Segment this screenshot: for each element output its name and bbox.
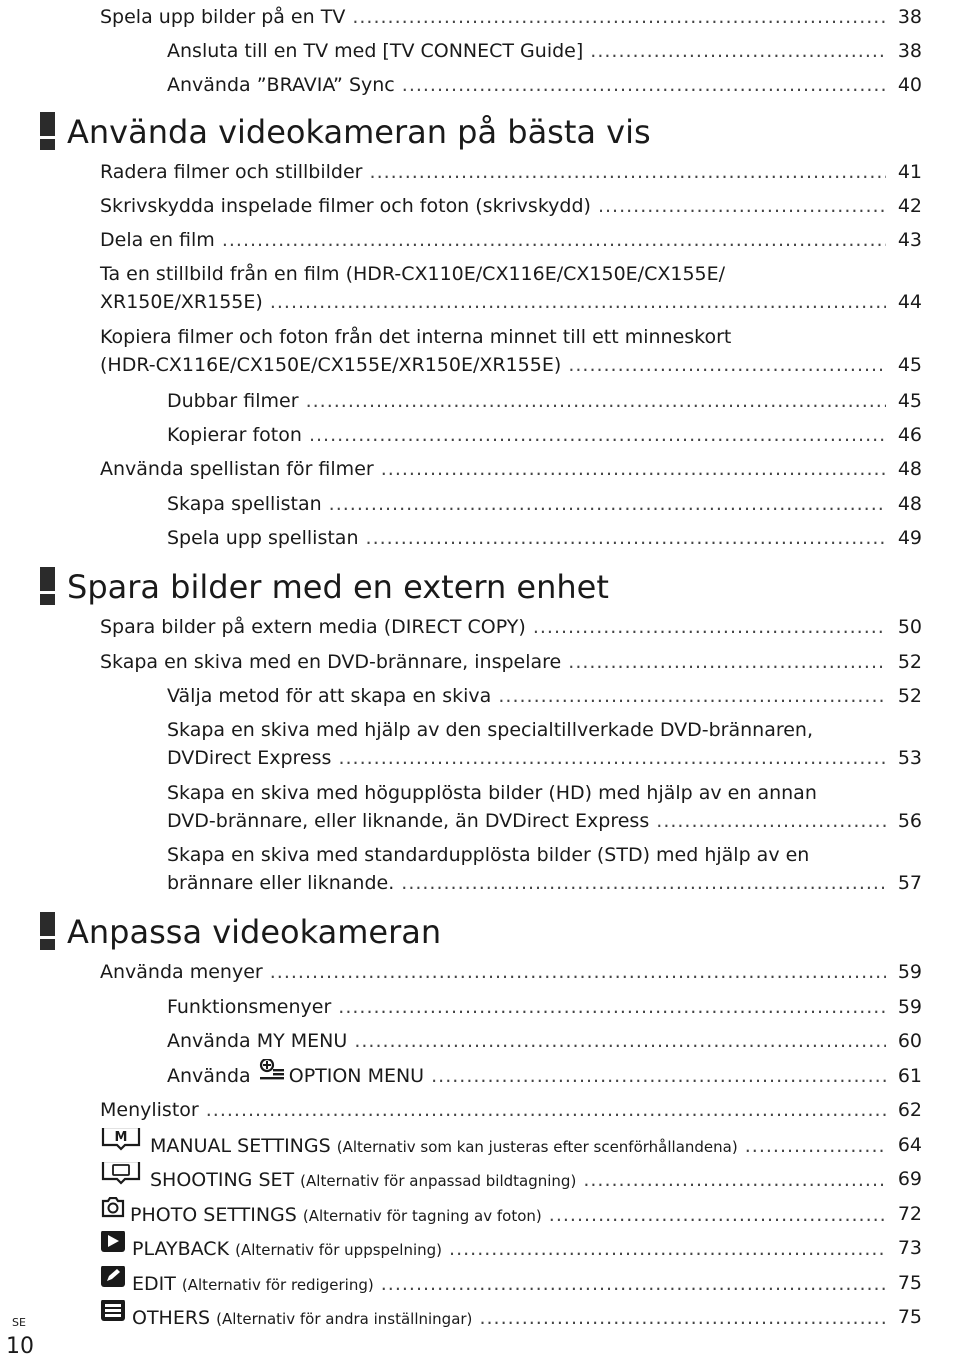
toc-page: 62 (890, 1093, 922, 1127)
toc-title: EDIT (132, 1273, 176, 1295)
toc-title-line1: Skapa en skiva med högupplösta bilder (HD) med hjälp av en annan (167, 782, 817, 804)
toc-entry[interactable] (167, 990, 922, 1024)
toc-page: 56 (890, 807, 922, 835)
toc-title: Använda ”BRAVIA” Sync ..... (167, 68, 886, 102)
toc-title: Skapa en skiva med en DVD-brännare, inspelare ..... (100, 645, 886, 679)
toc-entry[interactable] (100, 610, 922, 644)
others-icon (100, 1300, 126, 1334)
toc-page: 52 (890, 645, 922, 679)
toc-title: Ansluta till en TV med [TV CONNECT Guide] ..... (167, 34, 886, 68)
toc-page: 38 (890, 0, 922, 34)
toc-entry[interactable] (100, 1197, 922, 1231)
toc-title-line2: XR150E/XR155E) ..... (100, 288, 886, 316)
toc-entry[interactable] (167, 1024, 922, 1058)
toc-page: 53 (890, 744, 922, 772)
section-heading-text: Anpassa videokameran (67, 913, 442, 951)
toc-entry[interactable] (167, 418, 922, 452)
toc-title: SHOOTING SET (150, 1169, 295, 1191)
toc-page: 75 (890, 1300, 922, 1334)
toc-note: (Alternativ för andra inställningar) (216, 1310, 473, 1328)
toc-title: Spela upp bilder på en TV ..... (100, 0, 886, 34)
toc-page: 59 (890, 990, 922, 1024)
toc-entry[interactable] (100, 0, 922, 34)
toc-entry[interactable] (167, 716, 922, 772)
toc-title: Använda MY MENU ..... (167, 1024, 886, 1058)
toc-title: Dubbar filmer ..... (167, 384, 886, 418)
toc-title: Välja metod för att skapa en skiva ..... (167, 679, 886, 713)
section-heading-text: Spara bilder med en extern enhet (67, 568, 609, 606)
toc-entry[interactable] (167, 779, 922, 835)
toc-entry[interactable] (167, 487, 922, 521)
toc-page: 61 (890, 1059, 922, 1093)
toc-title: Funktionsmenyer ..... (167, 990, 886, 1024)
toc-title-prefix: Använda (167, 1065, 251, 1087)
toc-title: Radera filmer och stillbilder ..... (100, 155, 886, 189)
toc-entry[interactable] (100, 223, 922, 257)
toc-page: 69 (890, 1162, 922, 1196)
toc-page: 49 (890, 521, 922, 555)
toc-note: (Alternativ för anpassad bildtagning) (300, 1172, 577, 1190)
option-menu-icon (259, 1059, 285, 1091)
playback-icon (100, 1231, 126, 1265)
toc-entry[interactable] (100, 260, 922, 316)
section-bar-icon (40, 912, 55, 950)
toc-entry[interactable] (100, 1162, 922, 1196)
toc-page: 48 (890, 452, 922, 486)
toc-page: 43 (890, 223, 922, 257)
toc-title-line2: brännare eller liknande. ..... (167, 869, 886, 897)
toc-page: 60 (890, 1024, 922, 1058)
section-heading-text: Använda videokameran på bästa vis (67, 113, 651, 151)
toc-title-line1: Skapa en skiva med standardupplösta bilder (STD) med hjälp av en (167, 844, 810, 866)
toc-note: (Alternativ för uppspelning) (235, 1241, 443, 1259)
toc-entry[interactable] (167, 679, 922, 713)
shooting-set-icon (100, 1162, 142, 1196)
toc-title: PHOTO SETTINGS (130, 1204, 297, 1226)
toc-entry[interactable] (100, 1128, 922, 1162)
toc-page: 40 (890, 68, 922, 102)
toc-entry[interactable] (167, 34, 922, 68)
toc-entry[interactable] (100, 1266, 922, 1300)
page-number: 10 (6, 1334, 34, 1359)
toc-page: 50 (890, 610, 922, 644)
toc-entry[interactable] (167, 841, 922, 897)
toc-page: 41 (890, 155, 922, 189)
toc-entry[interactable] (100, 155, 922, 189)
toc-title: Kopierar foton ..... (167, 418, 886, 452)
edit-icon (100, 1266, 126, 1300)
toc-title-line1: Ta en stillbild från en film (HDR-CX110E/CX116E/CX150E/CX155E/ (100, 263, 726, 285)
toc-page: 38 (890, 34, 922, 68)
toc-entry[interactable] (100, 1300, 922, 1334)
toc-note: (Alternativ för redigering) (181, 1276, 374, 1294)
toc-entry[interactable] (167, 521, 922, 555)
toc-page: 44 (890, 288, 922, 316)
toc-entry[interactable] (100, 1093, 922, 1127)
toc-title: Skapa spellistan ..... (167, 487, 886, 521)
toc-entry[interactable] (100, 452, 922, 486)
toc-title: Spela upp spellistan ..... (167, 521, 886, 555)
toc-page: 75 (890, 1266, 922, 1300)
toc-title: Använda menyer ..... (100, 955, 886, 989)
toc-title-line2: (HDR-CX116E/CX150E/CX155E/XR150E/XR155E) ..... (100, 351, 886, 379)
svg-text:M: M (114, 1130, 128, 1145)
photo-settings-icon (100, 1197, 126, 1231)
manual-settings-icon (100, 1128, 142, 1162)
toc-entry[interactable] (100, 323, 922, 379)
language-code: SE (12, 1316, 26, 1329)
toc-title: Använda spellistan för filmer ..... (100, 452, 886, 486)
toc-page: 42 (890, 189, 922, 223)
toc-note: (Alternativ som kan justeras efter scenförhållandena) (336, 1138, 738, 1156)
section-bar-icon (40, 567, 55, 605)
toc-page: 45 (890, 384, 922, 418)
toc-page: 72 (890, 1197, 922, 1231)
toc-note: (Alternativ för tagning av foton) (302, 1207, 542, 1225)
toc-entry[interactable] (167, 384, 922, 418)
toc-entry[interactable] (100, 189, 922, 223)
toc-entry[interactable] (167, 1059, 922, 1093)
toc-entry[interactable] (100, 955, 922, 989)
toc-title: MANUAL SETTINGS (150, 1135, 331, 1157)
toc-page: 48 (890, 487, 922, 521)
toc-title: Menylistor ..... (100, 1093, 886, 1127)
toc-title: Dela en film ..... (100, 223, 886, 257)
toc-title: OTHERS (132, 1307, 211, 1329)
section-bar-icon (40, 112, 55, 150)
toc-title-line2: DVD-brännare, eller liknande, än DVDirect Express ..... (167, 807, 886, 835)
toc-page: 52 (890, 679, 922, 713)
toc-entry[interactable] (167, 68, 922, 102)
toc-title: OPTION MENU (288, 1065, 425, 1087)
toc-entry[interactable] (100, 1231, 922, 1265)
toc-title-line1: Skapa en skiva med hjälp av den specialtillverkade DVD-brännaren, (167, 719, 814, 741)
toc-title: PLAYBACK (132, 1238, 230, 1260)
toc-page: 73 (890, 1231, 922, 1265)
toc-title: Skrivskydda inspelade filmer och foton (skrivskydd) ..... (100, 189, 886, 223)
toc-title-line1: Kopiera filmer och foton från det interna minnet till ett minneskort (100, 326, 732, 348)
toc-entry[interactable] (100, 645, 922, 679)
toc-page: 45 (890, 351, 922, 379)
toc-page: 59 (890, 955, 922, 989)
toc-title-line2: DVDirect Express ..... (167, 744, 886, 772)
toc-page: 46 (890, 418, 922, 452)
toc-page: 64 (890, 1128, 922, 1162)
toc-title: Spara bilder på extern media (DIRECT COPY) ..... (100, 610, 886, 644)
toc-page: 57 (890, 869, 922, 897)
